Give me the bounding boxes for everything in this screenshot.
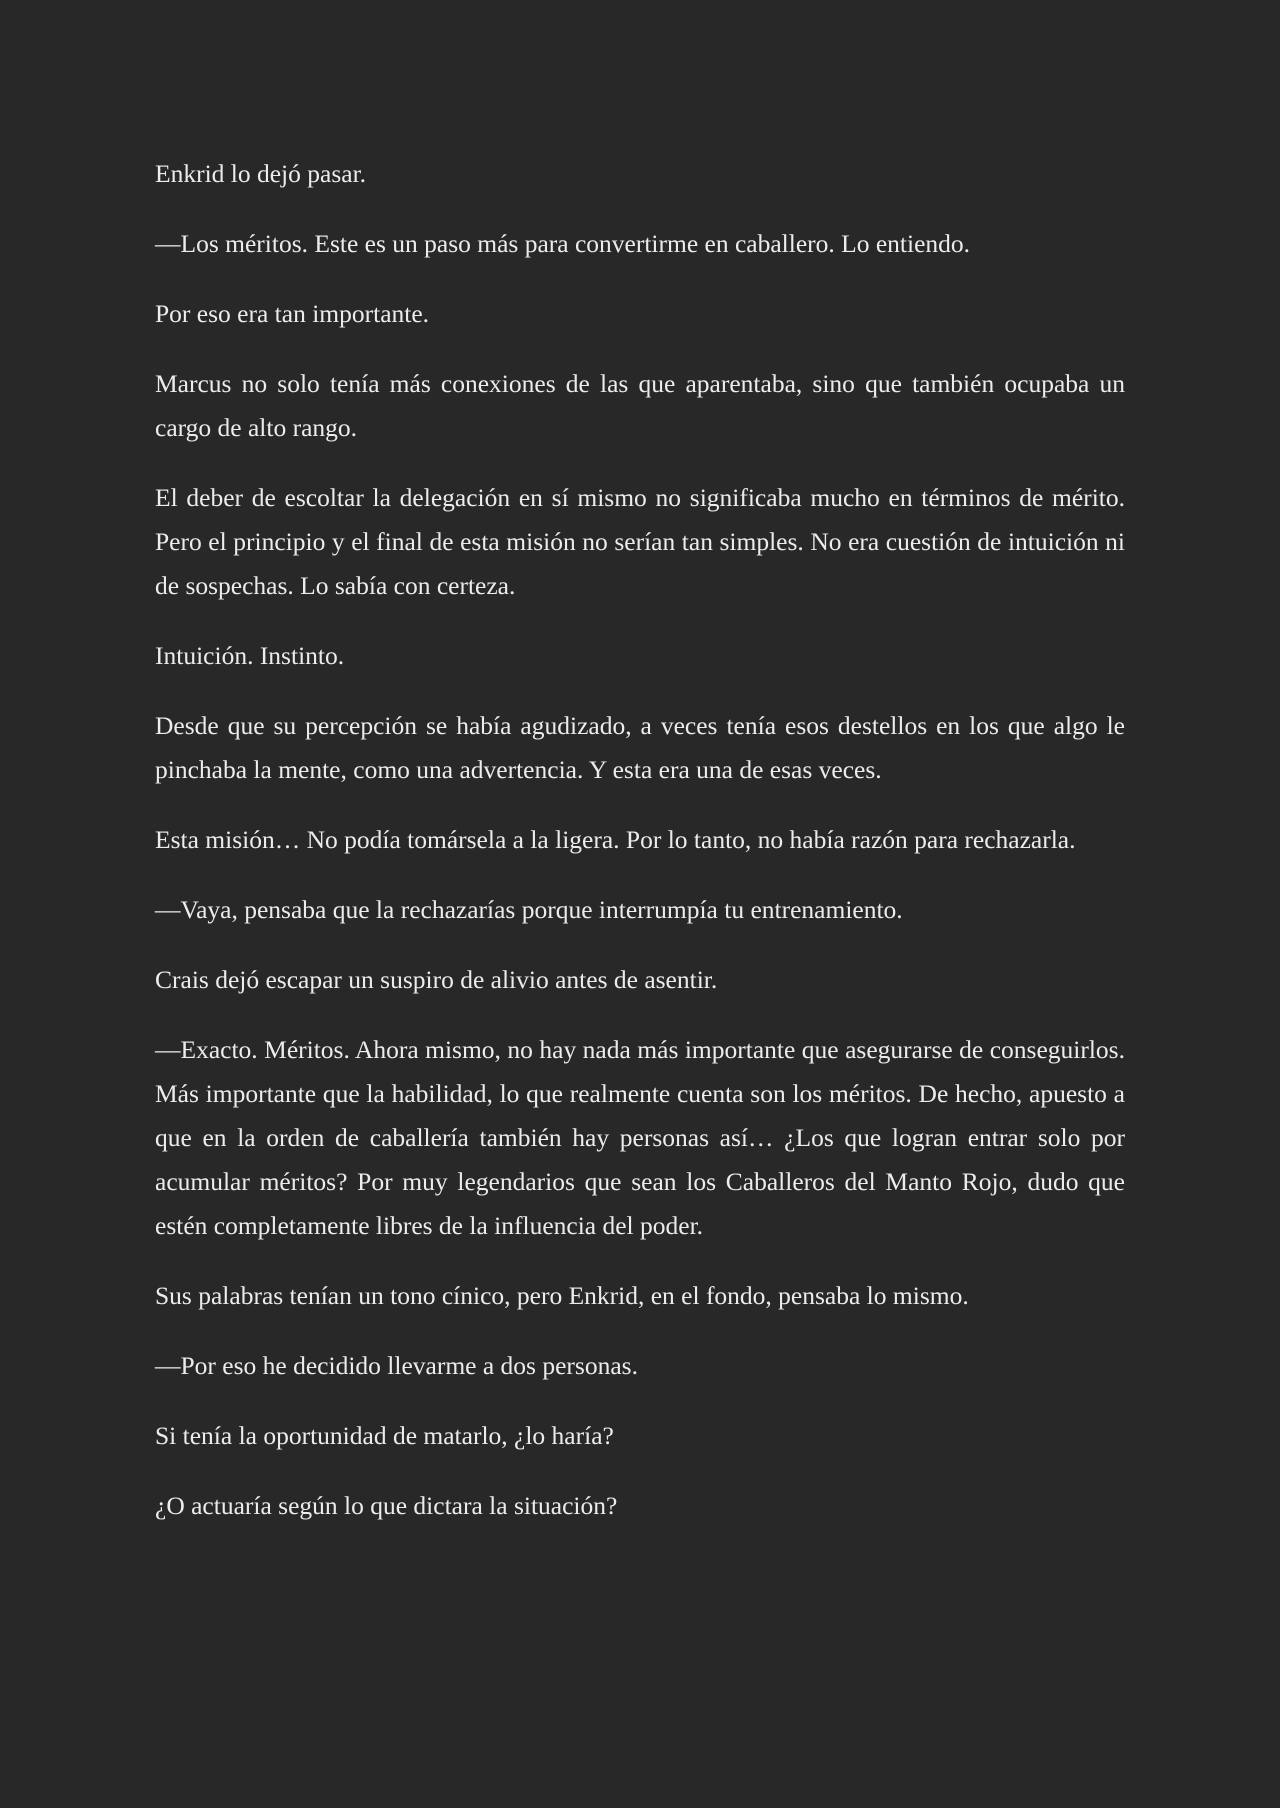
paragraph: Enkrid lo dejó pasar. [155, 159, 367, 188]
paragraph: Marcus no solo tenía más conexiones de las que aparentaba, sino que también ocupaba un cargo de alto rango. [155, 369, 1125, 442]
paragraph: —Los méritos. Este es un paso más para convertirme en caballero. Lo entiendo. [155, 229, 971, 258]
paragraph: Esta misión… No podía tomársela a la ligera. Por lo tanto, no había razón para rechazarla. [155, 825, 1076, 854]
paragraph: Si tenía la oportunidad de matarlo, ¿lo haría? [155, 1421, 614, 1450]
paragraph: Crais dejó escapar un suspiro de alivio antes de asentir. [155, 965, 718, 994]
paragraph: ¿O actuaría según lo que dictara la situación? [155, 1491, 618, 1520]
paragraph: El deber de escoltar la delegación en sí mismo no significaba mucho en términos de mérito. Pero el principio y el final de esta misión no serían tan simples. No era cuestión de intuición ni de sospechas. Lo sabía con certeza. [155, 483, 1125, 600]
paragraph: —Vaya, pensaba que la rechazarías porque interrumpía tu entrenamiento. [155, 895, 903, 924]
reader-text-column [155, 152, 1125, 1554]
paragraph: Por eso era tan importante. [155, 299, 430, 328]
paragraph: Desde que su percepción se había agudizado, a veces tenía esos destellos en los que algo le pinchaba la mente, como una advertencia. Y esta era una de esas veces. [155, 711, 1125, 784]
paragraph: Sus palabras tenían un tono cínico, pero Enkrid, en el fondo, pensaba lo mismo. [155, 1281, 969, 1310]
paragraph: —Exacto. Méritos. Ahora mismo, no hay nada más importante que asegurarse de conseguirlos. Más importante que la habilidad, lo que realmente cuenta son los méritos. De hecho, apuesto a que en la orden de caballería también hay personas así… ¿Los que logran entrar solo por acumular méritos? Por muy legendarios que sean los Caballeros del Manto Rojo, dudo que estén completamente libres de la influencia del poder. [155, 1035, 1125, 1240]
paragraph: —Por eso he decidido llevarme a dos personas. [155, 1351, 638, 1380]
paragraph: Intuición. Instinto. [155, 641, 345, 670]
